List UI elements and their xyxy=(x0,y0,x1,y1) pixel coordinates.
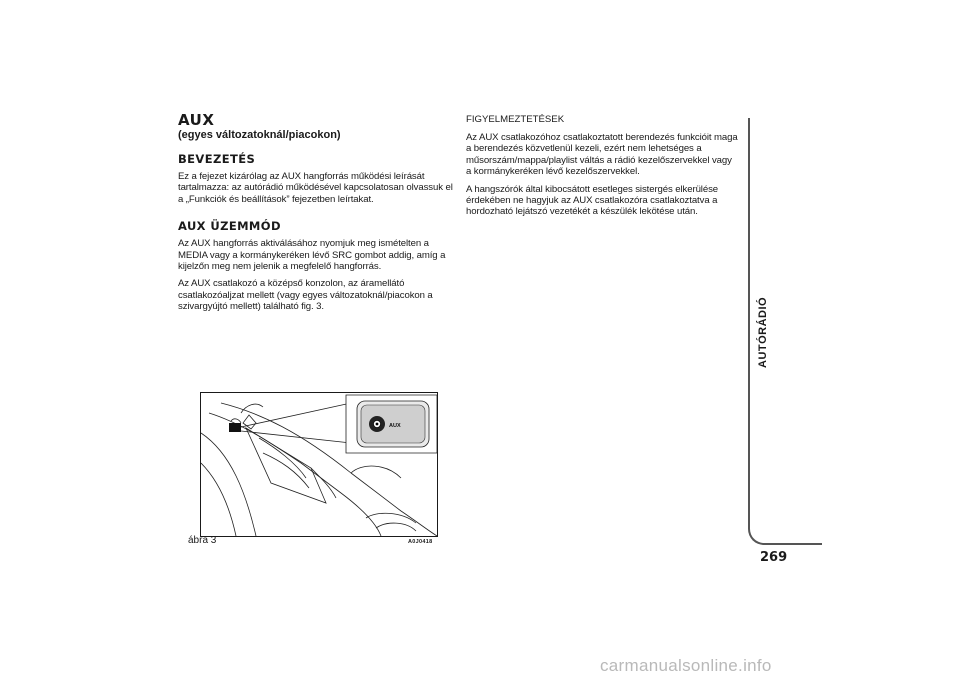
figure-caption: ábra 3 xyxy=(188,535,217,546)
figure-console-illustration xyxy=(200,392,438,537)
inset-aux-label: AUX xyxy=(389,423,401,429)
figure-code: A0J0418 xyxy=(408,539,433,545)
mode-heading: AUX ÜZEMMÓD xyxy=(178,219,281,234)
watermark: carmanualsonline.info xyxy=(600,656,772,675)
warnings-paragraph-2: A hangszórók által kibocsátott esetleges sistergés elkerülése érdekében ne hagyjuk az AUX csatlakozóra csatlakoztatva a hordozható lejátszó vezetékét a készülék lekötése után. xyxy=(466,183,719,218)
warnings-paragraph-1: Az AUX csatlakozóhoz csatlakoztatott berendezés funkcióit maga a berendezés közvetlenül kezeli, ezért nem lehetséges a műsorszám/mappa/playlist váltás a rádió kezelőszervekkel vagy a kormánykeréken lévő kezelőszervekkel. xyxy=(466,132,738,178)
section-subtitle: (egyes változatoknál/piacokon) xyxy=(178,129,341,141)
intro-heading: BEVEZETÉS xyxy=(178,152,256,166)
aux-socket-marker xyxy=(229,423,241,432)
section-title: AUX xyxy=(178,111,215,129)
left-column xyxy=(178,112,453,319)
mode-paragraph-1: Az AUX hangforrás aktiválásához nyomjuk meg ismételten a MEDIA vagy a kormánykeréken lévő SRC gombot addig, amíg a kijelzőn meg nem jelenik a megfelelő hangforrás. xyxy=(178,238,446,273)
right-column xyxy=(466,114,738,224)
warnings-title: FIGYELMEZTETÉSEK xyxy=(466,114,565,125)
mode-paragraph-2: Az AUX csatlakozó a középső konzolon, az áramellátó csatlakozóaljzat mellett (vagy egyes változatoknál/piacokon a szivargyújtó mellett) található fig. 3. xyxy=(178,278,433,313)
intro-text: Ez a fejezet kizárólag az AUX hangforrás működési leírását tartalmazza: az autórádió működésével kapcsolatosan olvassuk el a „Funkciók és beállítások” fejezetben leírtakat. xyxy=(178,171,453,205)
page-number: 269 xyxy=(760,550,788,565)
console-drawing xyxy=(201,393,437,536)
chapter-tab-label: AUTÓRÁDIÓ xyxy=(757,296,769,368)
